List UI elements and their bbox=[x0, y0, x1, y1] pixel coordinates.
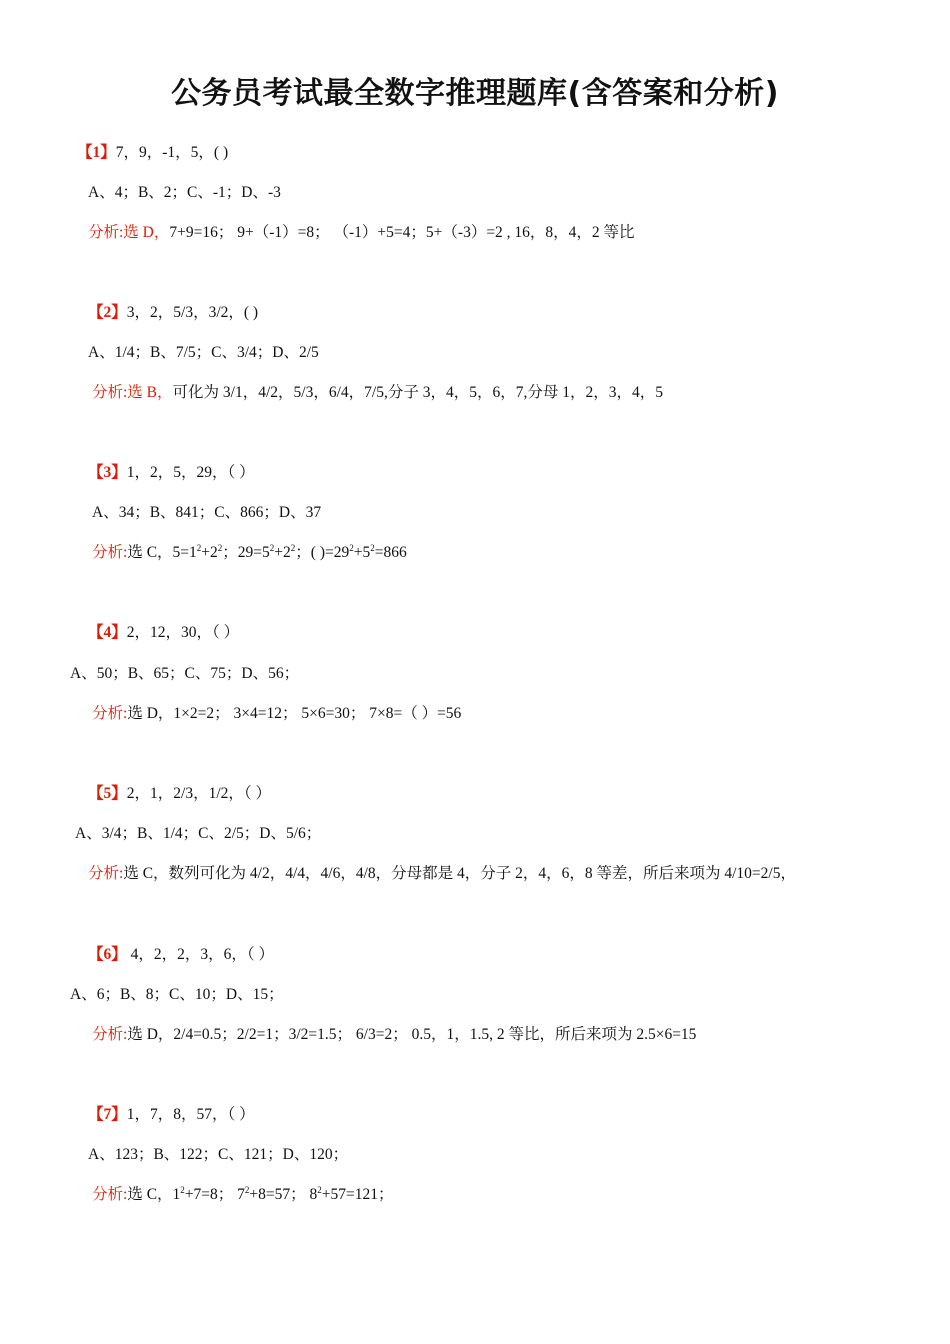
analysis-label: 分析: bbox=[92, 1026, 128, 1043]
page-title: 公务员考试最全数字推理题库(含答案和分析) bbox=[171, 76, 779, 111]
question-2-analysis bbox=[92, 383, 663, 403]
analysis-label: 分析: bbox=[92, 544, 128, 561]
question-5 bbox=[88, 784, 271, 804]
question-6 bbox=[88, 945, 274, 965]
analysis-text: 选 D，1×2=2； 3×4=12； 5×6=30； 7×8=（ ）=56 bbox=[127, 705, 462, 722]
question-2 bbox=[88, 303, 258, 323]
question-sequence: 3，2，5/3，3/2，( ) bbox=[126, 304, 259, 321]
question-sequence: 7，9，-1，5，( ) bbox=[115, 144, 229, 161]
question-3-analysis bbox=[92, 543, 407, 563]
question-1-options: A、4；B、2；C、-1；D、-3 bbox=[88, 184, 281, 201]
question-1-analysis bbox=[88, 223, 635, 243]
question-number: 【1】 bbox=[77, 144, 116, 161]
analysis-label: 分析: bbox=[92, 705, 128, 722]
question-7 bbox=[88, 1105, 255, 1125]
question-7-analysis bbox=[92, 1185, 393, 1205]
question-number: 【5】 bbox=[88, 785, 127, 802]
analysis-text: 选 C，$5=1^2+2^2$；$29=5^2+2^2$；( )$=29^2+5^2=866$ bbox=[127, 543, 407, 561]
analysis-text: 选 C，数列可化为 4/2，4/4，4/6，4/8，分母都是 4，分子 2，4，6，8 等差，所后来项为 4/10=2/5， bbox=[123, 865, 796, 882]
question-number: 【3】 bbox=[88, 464, 127, 481]
question-4 bbox=[88, 623, 239, 643]
analysis-text: 选 D，2/4=0.5；2/2=1；3/2=1.5； 6/3=2； 0.5，1，1.5, 2 等比，所后来项为 2.5×6=15 bbox=[127, 1026, 697, 1043]
question-sequence: 2，12，30，（ ） bbox=[126, 624, 240, 641]
question-7-options: A、123；B、122；C、121；D、120； bbox=[88, 1146, 349, 1163]
question-1 bbox=[77, 143, 228, 163]
analysis-label: 分析:选 B， bbox=[92, 384, 173, 401]
question-number: 【2】 bbox=[88, 304, 127, 321]
question-4-analysis bbox=[92, 704, 461, 724]
question-sequence: 1，7，8，57，（ ） bbox=[126, 1106, 255, 1123]
question-sequence: 4，2，2，3，6，（ ） bbox=[126, 946, 275, 963]
question-3 bbox=[88, 463, 255, 483]
question-2-options: A、1/4；B、7/5；C、3/4；D、2/5 bbox=[88, 344, 319, 361]
question-number: 【4】 bbox=[88, 624, 127, 641]
question-4-options: A、50；B、65；C、75；D、56； bbox=[70, 665, 300, 682]
question-6-analysis bbox=[92, 1025, 696, 1045]
analysis-text: 7+9=16； 9+（-1）=8； （-1）+5=4；5+（-3）=2 , 16，8，4，2 等比 bbox=[169, 224, 635, 241]
analysis-label: 分析:选 D， bbox=[88, 224, 170, 241]
question-5-options: A、3/4；B、1/4；C、2/5；D、5/6； bbox=[75, 825, 322, 842]
analysis-text: 可化为 3/1，4/2，5/3，6/4，7/5,分子 3，4，5，6，7,分母 1，2，3，4，5 bbox=[172, 384, 663, 401]
question-5-analysis bbox=[88, 864, 796, 884]
question-number: 【7】 bbox=[88, 1106, 127, 1123]
question-sequence: 1，2，5，29，（ ） bbox=[126, 464, 255, 481]
question-sequence: 2，1，2/3，1/2，（ ） bbox=[126, 785, 272, 802]
analysis-label: 分析: bbox=[88, 865, 124, 882]
question-3-options: A、34；B、841；C、866；D、37 bbox=[92, 504, 322, 521]
question-6-options: A、6；B、8；C、10；D、15； bbox=[70, 986, 284, 1003]
question-number: 【6】 bbox=[88, 946, 127, 963]
analysis-label: 分析: bbox=[92, 1186, 128, 1203]
analysis-text: 选 C，$1^2+7=8$； $7^2+8=57$； $8^2+57=121$； bbox=[127, 1185, 394, 1203]
